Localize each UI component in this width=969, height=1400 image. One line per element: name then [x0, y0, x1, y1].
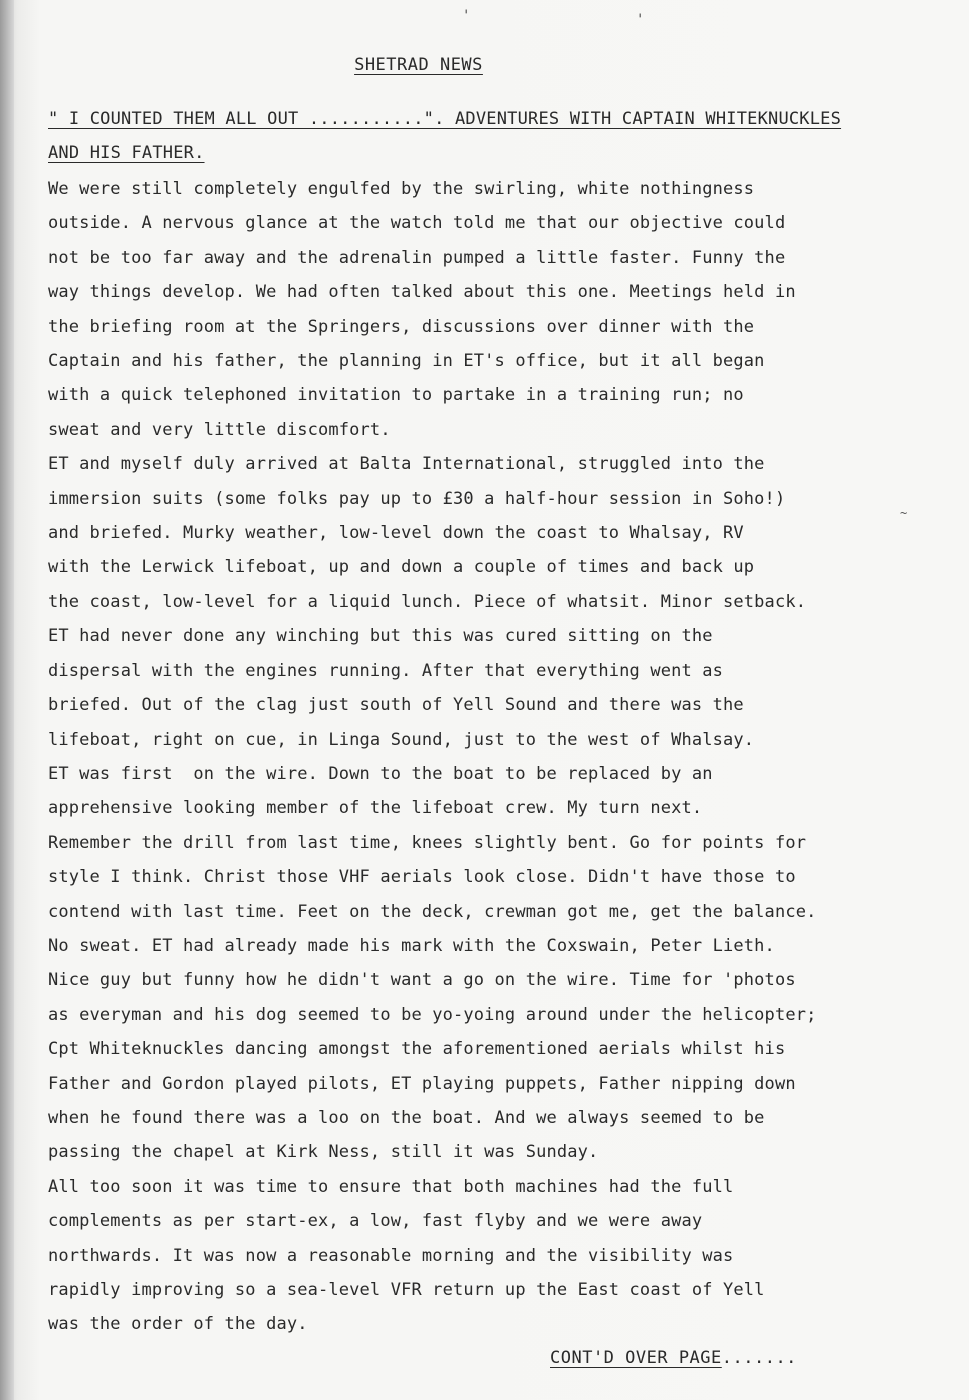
body-line: style I think. Christ those VHF aerials look close. Didn't have those to: [48, 867, 796, 888]
body-line: complements as per start-ex, a low, fast flyby and we were away: [48, 1211, 703, 1232]
body-line: was the order of the day.: [48, 1314, 308, 1335]
body-line: dispersal with the engines running. After that everything went as: [48, 660, 724, 681]
article-body: [48, 172, 918, 1342]
body-line: We were still completely engulfed by the swirling, white nothingness: [48, 179, 755, 199]
body-line: rapidly improving so a sea-level VFR return up the East coast of Yell: [48, 1280, 765, 1300]
body-line: northwards. It was now a reasonable morning and the visibility was: [48, 1245, 734, 1266]
body-line: ET had never done any winching but this was cured sitting on the: [48, 626, 713, 647]
body-line: apprehensive looking member of the lifeboat crew. My turn next.: [48, 798, 703, 819]
headline-line-1: " I COUNTED THEM ALL OUT ...........". ADVENTURES WITH CAPTAIN WHITEKNUCKLES: [48, 109, 842, 129]
body-line: Nice guy but funny how he didn't want a go on the wire. Time for 'photos: [48, 970, 796, 991]
body-line: with the Lerwick lifeboat, up and down a couple of times and back up: [48, 557, 755, 578]
body-line: lifeboat, right on cue, in Linga Sound, just to the west of Whalsay.: [48, 729, 755, 750]
body-line: Remember the drill from last time, knees slightly bent. Go for points for: [48, 832, 807, 853]
body-line: sweat and very little discomfort.: [48, 419, 391, 440]
ink-speck: ': [636, 12, 645, 28]
page-spine-shadow: [0, 0, 14, 1400]
body-line: passing the chapel at Kirk Ness, still it was Sunday.: [48, 1142, 599, 1163]
body-line: way things develop. We had often talked about this one. Meetings held in: [48, 282, 796, 303]
body-line: not be too far away and the adrenalin pumped a little faster. Funny the: [48, 247, 786, 268]
body-line: ET was first on the wire. Down to the boat to be replaced by an: [48, 763, 713, 784]
continued-label: CONT'D OVER PAGE: [550, 1348, 722, 1368]
body-line: the briefing room at the Springers, discussions over dinner with the: [48, 316, 755, 337]
body-line: Father and Gordon played pilots, ET playing puppets, Father nipping down: [48, 1073, 796, 1094]
body-line: contend with last time. Feet on the deck, crewman got me, get the balance.: [48, 901, 817, 922]
body-line: as everyman and his dog seemed to be yo-yoing around under the helicopter;: [48, 1004, 817, 1025]
body-line: outside. A nervous glance at the watch told me that our objective could: [48, 213, 786, 234]
body-line: ET and myself duly arrived at Balta International, struggled into the: [48, 454, 765, 475]
body-line: Cpt Whiteknuckles dancing amongst the aforementioned aerials whilst his: [48, 1039, 786, 1060]
ink-speck: ~: [900, 506, 908, 520]
body-line: All too soon it was time to ensure that both machines had the full: [48, 1176, 734, 1197]
body-line: and briefed. Murky weather, low-level down the coast to Whalsay, RV: [48, 523, 744, 544]
article-headline: [48, 102, 938, 170]
body-line: when he found there was a loo on the boat. And we always seemed to be: [48, 1107, 765, 1128]
body-line: briefed. Out of the clag just south of Yell Sound and there was the: [48, 695, 744, 716]
body-line: the coast, low-level for a liquid lunch. Piece of whatsit. Minor setback.: [48, 591, 807, 612]
ink-speck: ': [462, 8, 471, 24]
continued-notice: [550, 1348, 797, 1368]
body-line: No sweat. ET had already made his mark with the Coxswain, Peter Lieth.: [48, 935, 775, 956]
headline-line-2: AND HIS FATHER.: [48, 143, 205, 163]
body-line: immersion suits (some folks pay up to £30 a half-hour session in Soho!): [48, 488, 786, 509]
masthead-title: SHETRAD NEWS: [354, 55, 483, 75]
body-line: Captain and his father, the planning in ET's office, but it all began: [48, 351, 765, 372]
body-line: with a quick telephoned invitation to partake in a training run; no: [48, 385, 744, 406]
continued-dots: .......: [721, 1348, 797, 1368]
